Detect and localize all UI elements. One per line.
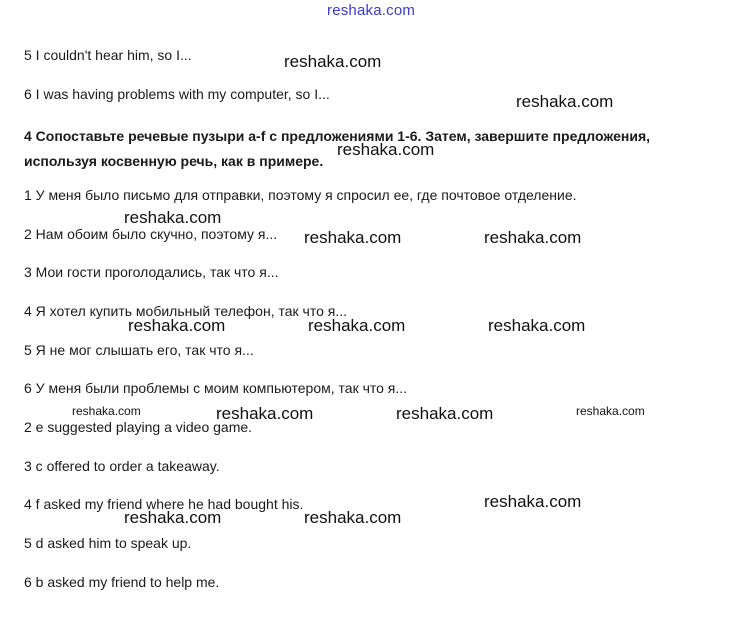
watermark: reshaka.com bbox=[72, 404, 141, 418]
translation-line-5: 5 Я не мог слышать его, так что я... bbox=[24, 342, 254, 358]
watermark: reshaka.com bbox=[216, 404, 314, 423]
answer-line-3: 3 c offered to order a takeaway. bbox=[24, 458, 220, 474]
watermark: reshaka.com bbox=[396, 404, 494, 423]
site-mark-header: reshaka.com bbox=[327, 2, 416, 19]
watermark: reshaka.com bbox=[124, 208, 222, 227]
translation-line-2: 2 Нам обоим было скучно, поэтому я... bbox=[24, 226, 278, 242]
task-instruction: 4 Сопоставьте речевые пузыри a-f с предложениями 1-6. Затем, завершите предложения, используя косвенную речь, как в примере. bbox=[24, 128, 651, 169]
translation-line-1: 1 У меня было письмо для отправки, поэтому я спросил ее, где почтовое отделение. bbox=[24, 187, 577, 203]
watermark: reshaka.com bbox=[308, 316, 406, 335]
watermark: reshaka.com bbox=[337, 140, 435, 159]
watermark: reshaka.com bbox=[304, 228, 402, 247]
watermark: reshaka.com bbox=[576, 404, 645, 418]
translation-line-6: 6 У меня были проблемы с моим компьютером, так что я... bbox=[24, 380, 408, 396]
translation-line-4: 4 Я хотел купить мобильный телефон, так что я... bbox=[24, 303, 348, 319]
exercise-line-5: 5 I couldn't hear him, so I... bbox=[24, 47, 192, 63]
watermark: reshaka.com bbox=[284, 52, 382, 71]
watermark: reshaka.com bbox=[488, 316, 586, 335]
answer-line-2: 2 e suggested playing a video game. bbox=[24, 419, 253, 435]
answer-line-5: 5 d asked him to speak up. bbox=[24, 535, 192, 551]
watermark: reshaka.com bbox=[128, 316, 226, 335]
watermark: reshaka.com bbox=[304, 508, 402, 527]
watermark: reshaka.com bbox=[124, 508, 222, 527]
watermark: reshaka.com bbox=[516, 92, 614, 111]
translation-line-3: 3 Мои гости проголодались, так что я... bbox=[24, 264, 279, 280]
answer-line-4: 4 f asked my friend where he had bought his. bbox=[24, 496, 304, 512]
answer-line-6: 6 b asked my friend to help me. bbox=[24, 574, 220, 590]
watermark: reshaka.com bbox=[484, 492, 582, 511]
exercise-line-6: 6 I was having problems with my computer, so I... bbox=[24, 86, 330, 102]
watermark: reshaka.com bbox=[484, 228, 582, 247]
